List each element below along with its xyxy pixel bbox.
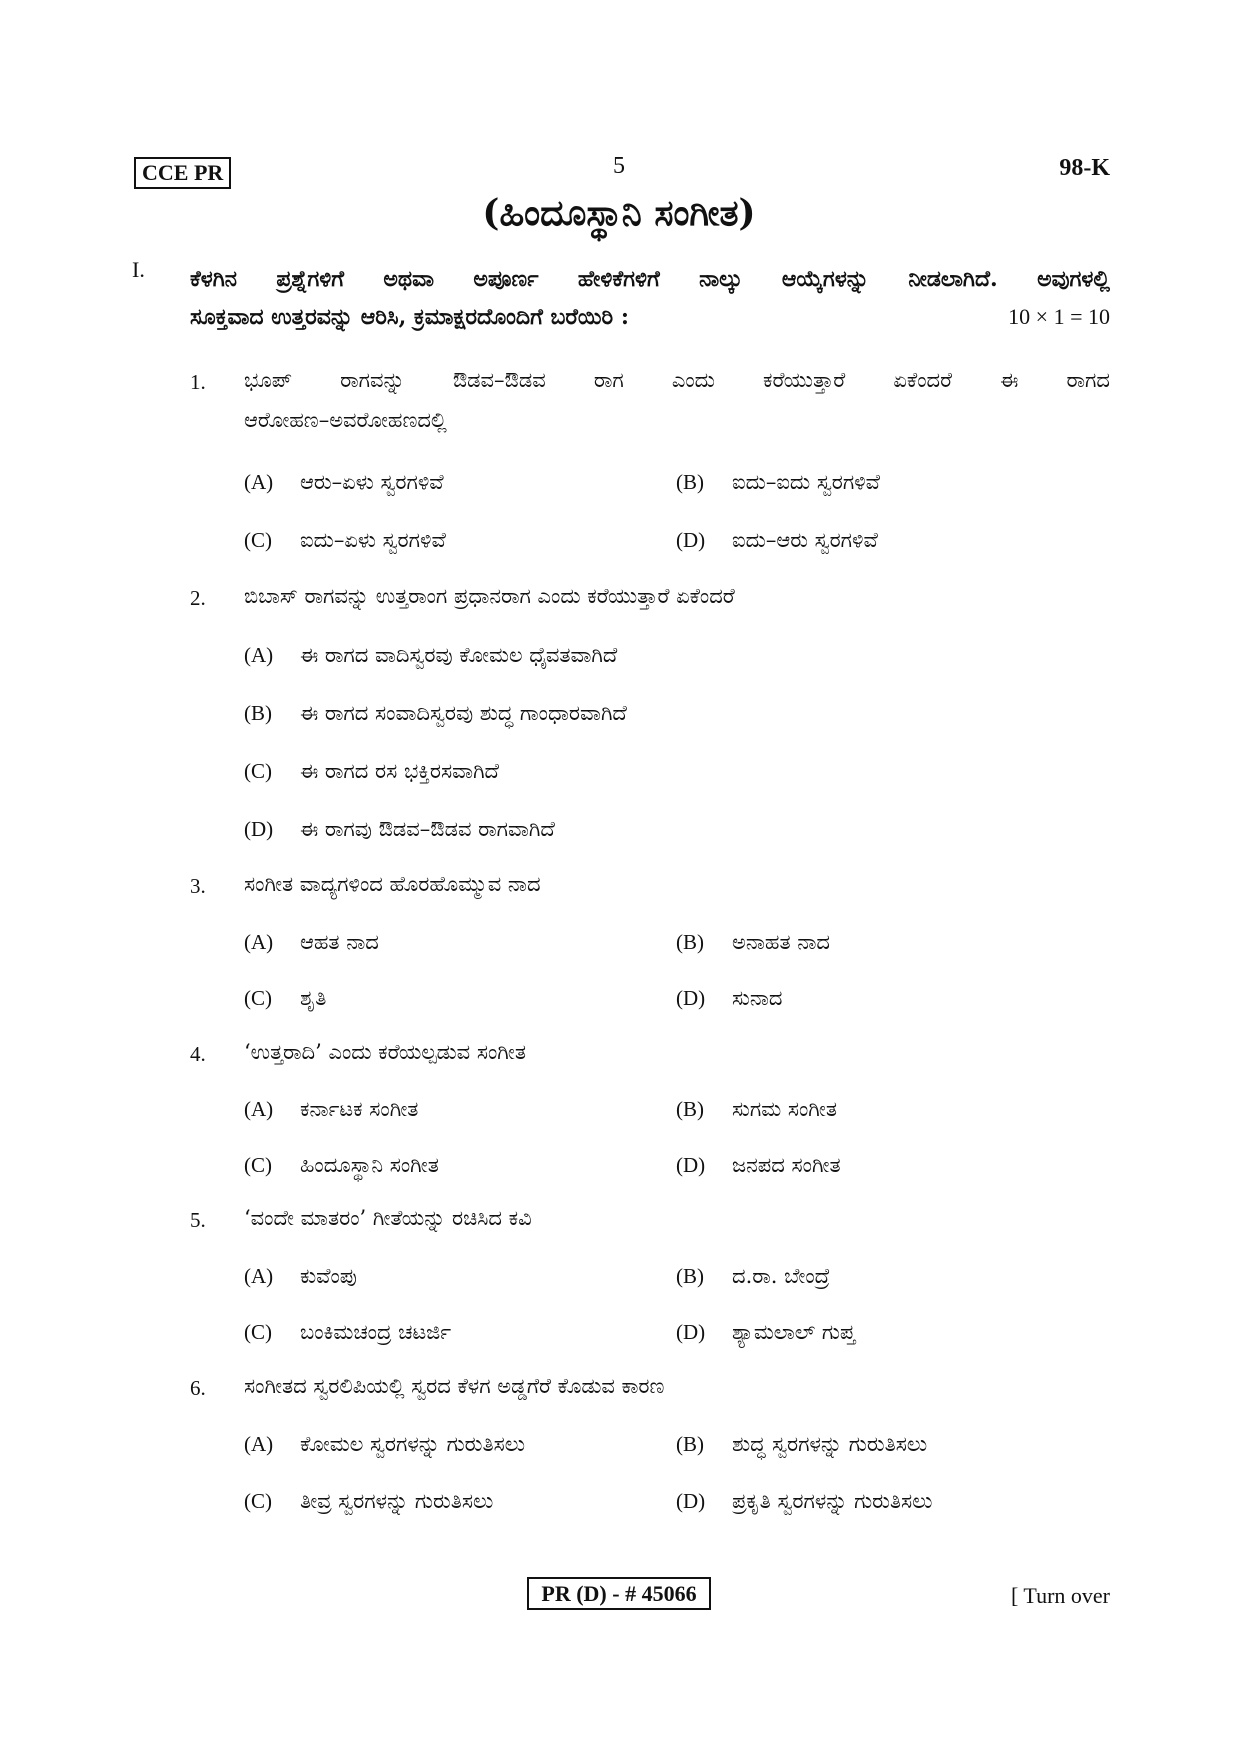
option-b [676, 1432, 927, 1457]
section-marks: 10 × 1 = 10 [1008, 304, 1110, 329]
option-b [676, 470, 880, 495]
option-text: ಈ ರಾಗದ ರಸ ಭಕ್ತಿರಸವಾಗಿದೆ [300, 759, 499, 783]
option-label: (D) [676, 528, 706, 552]
option-b [244, 701, 627, 726]
option-d [676, 528, 878, 553]
option-text: ಕುವೆಂಪು [300, 1264, 357, 1288]
option-c [244, 759, 499, 784]
question-text: ಸಂಗೀತ ವಾದ್ಯಗಳಿಂದ ಹೊರಹೊಮ್ಮುವ ನಾದ [244, 872, 541, 896]
option-label: (B) [676, 1097, 704, 1121]
option-text: ಪ್ರಕೃತಿ ಸ್ವರಗಳನ್ನು ಗುರುತಿಸಲು [732, 1489, 933, 1513]
section-instruction-line1: ಕೆಳಗಿನ ಪ್ರಶ್ನೆಗಳಿಗೆ ಅಥವಾ ಅಪೂರ್ಣ ಹೇಳಿಕೆಗಳಿಗೆ ನಾಲ್ಕು ಆಯ್ಕೆಗಳನ್ನು ನೀಡಲಾಗಿದೆ. ಅವುಗಳಲ್ಲಿ [190, 266, 1110, 292]
option-label: (D) [676, 1320, 706, 1344]
option-label: (B) [676, 1432, 704, 1456]
option-text: ಕೋಮಲ ಸ್ವರಗಳನ್ನು ಗುರುತಿಸಲು [300, 1432, 526, 1456]
question-text: ಬಿಬಾಸ್ ರಾಗವನ್ನು ಉತ್ತರಾಂಗ ಪ್ರಧಾನರಾಗ ಎಂದು ಕರೆಯುತ್ತಾರೆ ಏಕೆಂದರೆ [244, 584, 735, 608]
option-text: ಶುದ್ಧ ಸ್ವರಗಳನ್ನು ಗುರುತಿಸಲು [732, 1432, 928, 1456]
option-d [676, 1320, 855, 1345]
option-label: (A) [244, 643, 274, 667]
option-label: (D) [244, 817, 274, 841]
option-label: (B) [244, 701, 272, 725]
option-text: ಈ ರಾಗದ ವಾದಿಸ್ವರವು ಕೋಮಲ ಧೈವತವಾಗಿದೆ [300, 643, 618, 667]
option-text: ಐದು–ಐದು ಸ್ವರಗಳಿವೆ [732, 470, 880, 494]
option-text: ತೀವ್ರ ಸ್ವರಗಳನ್ನು ಗುರುತಿಸಲು [300, 1489, 494, 1513]
option-label: (D) [676, 1489, 706, 1513]
option-label: (A) [244, 1432, 274, 1456]
subject-code: 98-K [1059, 155, 1110, 181]
question-number: 6. [190, 1376, 206, 1400]
section-instruction-line2: ಸೂಕ್ತವಾದ ಉತ್ತರವನ್ನು ಆರಿಸಿ, ಕ್ರಮಾಕ್ಷರದೊಂದಿಗೆ ಬರೆಯಿರಿ : [190, 304, 629, 330]
option-a [244, 1264, 357, 1289]
question-text-continued: ಆರೋಹಣ–ಅವರೋಹಣದಲ್ಲಿ [244, 408, 447, 432]
option-d [676, 986, 782, 1011]
footer-paper-code: PR (D) - # 45066 [527, 1577, 710, 1610]
option-text: ಈ ರಾಗವು ಔಡವ–ಔಡವ ರಾಗವಾಗಿದೆ [300, 817, 555, 841]
question-number: 1. [190, 370, 206, 394]
option-text: ಐದು–ಏಳು ಸ್ವರಗಳಿವೆ [300, 528, 446, 552]
turn-over-note: [ Turn over [1010, 1583, 1110, 1608]
option-text: ಜನಪದ ಸಂಗೀತ [732, 1153, 841, 1177]
option-label: (A) [244, 1264, 274, 1288]
option-label: (D) [676, 986, 706, 1010]
question-number: 3. [190, 874, 206, 898]
option-text: ಈ ರಾಗದ ಸಂವಾದಿಸ್ವರವು ಶುದ್ಧ ಗಾಂಧಾರವಾಗಿದೆ [300, 701, 627, 725]
question-text: ‘ಉತ್ತರಾದಿ’ ಎಂದು ಕರೆಯಲ್ಪಡುವ ಸಂಗೀತ [244, 1040, 526, 1064]
option-d [244, 817, 555, 842]
question-number: 2. [190, 586, 206, 610]
option-c [244, 1153, 439, 1178]
option-text: ಬಂಕಿಮಚಂದ್ರ ಚಟರ್ಜಿ [300, 1320, 452, 1344]
option-text: ಕರ್ನಾಟಕ ಸಂಗೀತ [300, 1097, 419, 1121]
option-label: (A) [244, 930, 274, 954]
option-text: ದ.ರಾ. ಬೇಂದ್ರೆ [732, 1264, 830, 1288]
paper-code-badge: CCE PR [134, 157, 231, 189]
option-label: (C) [244, 1320, 272, 1344]
option-d [676, 1489, 932, 1514]
option-d [676, 1153, 841, 1178]
option-text: ಶೃತಿ [300, 986, 327, 1010]
page-number: 5 [613, 153, 625, 179]
option-label: (C) [244, 759, 272, 783]
option-label: (C) [244, 1489, 272, 1513]
option-a [244, 1097, 418, 1122]
option-label: (A) [244, 1097, 274, 1121]
option-text: ಅನಾಹತ ನಾದ [732, 930, 830, 954]
option-a [244, 470, 444, 495]
question-text: ಸಂಗೀತದ ಸ್ವರಲಿಪಿಯಲ್ಲಿ ಸ್ವರದ ಕೆಳಗ ಅಡ್ಡಗೆರೆ ಕೊಡುವ ಕಾರಣ [244, 1374, 665, 1398]
option-c [244, 1489, 493, 1514]
option-label: (C) [244, 1153, 272, 1177]
option-b [676, 1264, 830, 1289]
question-number: 4. [190, 1042, 206, 1066]
option-label: (B) [676, 1264, 704, 1288]
option-text: ಹಿಂದೂಸ್ಥಾನಿ ಸಂಗೀತ [300, 1153, 439, 1177]
option-label: (B) [676, 930, 704, 954]
option-label: (D) [676, 1153, 706, 1177]
option-label: (C) [244, 528, 272, 552]
section-number: I. [132, 257, 145, 282]
option-text: ಆರು–ಏಳು ಸ್ವರಗಳಿವೆ [300, 470, 444, 494]
option-text: ಆಹತ ನಾದ [300, 930, 379, 954]
option-c [244, 986, 326, 1011]
option-label: (A) [244, 470, 274, 494]
question-text: ‘ವಂದೇ ಮಾತರಂ’ ಗೀತೆಯನ್ನು ರಚಿಸಿದ ಕವಿ [244, 1206, 532, 1230]
option-c [244, 528, 446, 553]
option-label: (B) [676, 470, 704, 494]
option-text: ಐದು–ಆರು ಸ್ವರಗಳಿವೆ [732, 528, 878, 552]
option-a [244, 1432, 525, 1457]
option-text: ಸುಗಮ ಸಂಗೀತ [732, 1097, 837, 1121]
option-text: ಸುನಾದ [732, 986, 783, 1010]
option-b [676, 930, 830, 955]
question-text: ಭೂಪ್ ರಾಗವನ್ನು ಔಡವ–ಔಡವ ರಾಗ ಎಂದು ಕರೆಯುತ್ತಾರೆ ಏಕೆಂದರೆ ಈ ರಾಗದ [244, 368, 1110, 392]
option-a [244, 643, 617, 668]
option-a [244, 930, 379, 955]
page-title: (ಹಿಂದೂಸ್ಥಾನಿ ಸಂಗೀತ) [482, 192, 756, 234]
option-c [244, 1320, 451, 1345]
option-b [676, 1097, 837, 1122]
option-text: ಶ್ಯಾಮಲಾಲ್ ಗುಪ್ತ [732, 1320, 856, 1344]
question-number: 5. [190, 1208, 206, 1232]
option-label: (C) [244, 986, 272, 1010]
